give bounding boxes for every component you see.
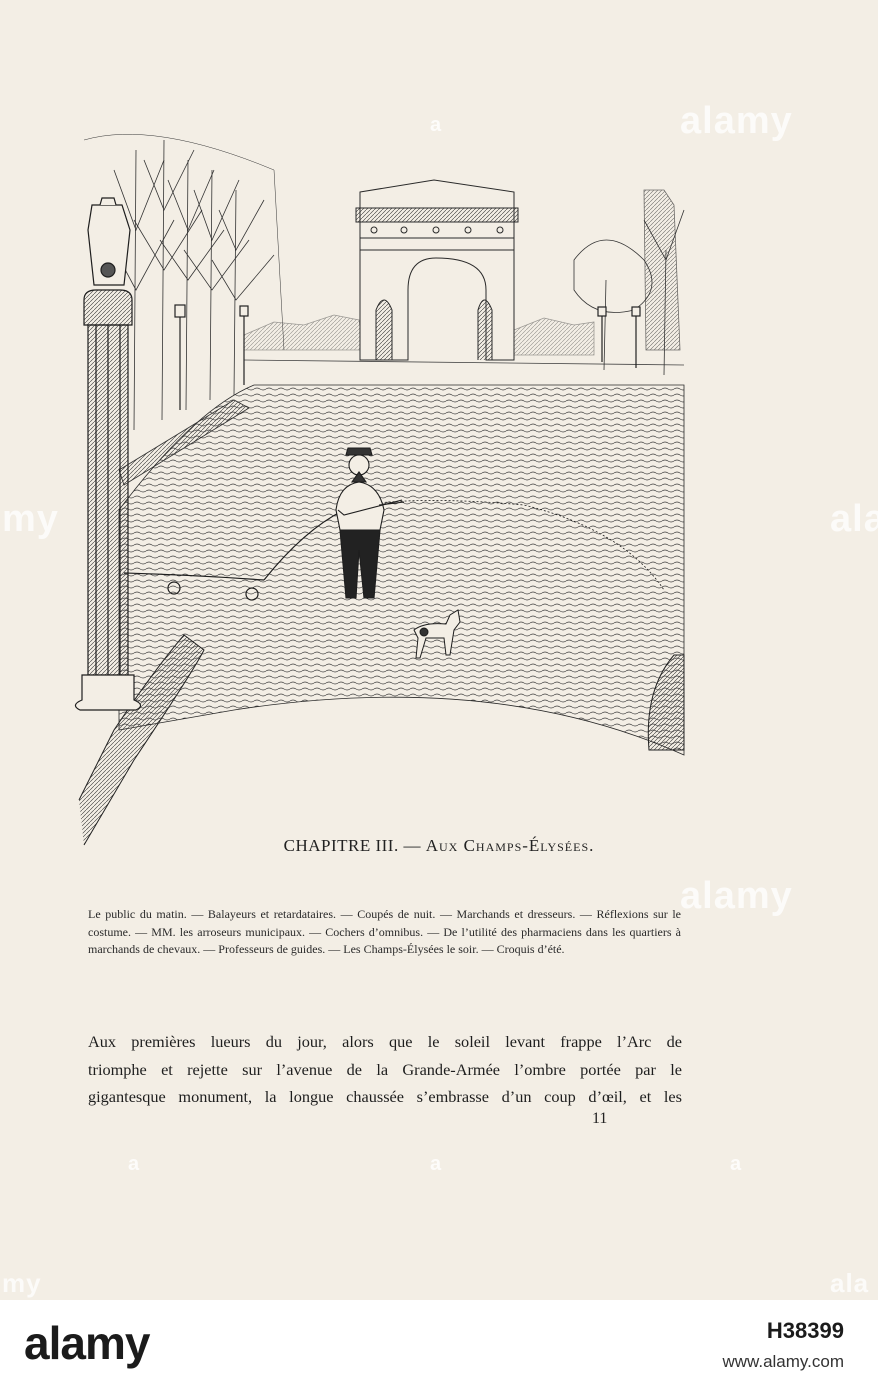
watermark-partial-right: ala [830, 498, 886, 540]
stock-footer [0, 1300, 878, 1390]
chapter-summary: Le public du matin. — Balayeurs et retardataires. — Coupés de nuit. — Marchands et dresseurs. — Réflexions sur le costume. — MM. les arroseurs municipaux. — Cochers d’omnibus. — De l’utilité des pharmaciens dans les quartiers à marchands de chevaux. — Professeurs de guides. — Les Champs-Élysées le soir. — Croquis d’été. [88, 907, 681, 956]
chapter-name: Aux Champs-Élysées. [425, 836, 595, 855]
footer-url: www.alamy.com [722, 1352, 844, 1371]
watermark-mark: a [128, 1153, 140, 1175]
alamy-logo: alamy [24, 1317, 150, 1369]
watermark: alamy [680, 875, 793, 917]
body-line: Aux premières lueurs du jour, alors que le soleil levant frappe l’Arc de [88, 1032, 682, 1051]
page-number: 11 [592, 1110, 608, 1127]
watermark-mark: a [430, 114, 442, 136]
distant-buildings [244, 315, 684, 365]
watermark-mark: a [430, 1153, 442, 1175]
road [119, 385, 684, 755]
engraving-illustration [74, 110, 690, 845]
watermark-partial-left: my [2, 498, 59, 540]
watermark-mark: a [730, 1153, 742, 1175]
body-paragraph [88, 1028, 682, 1111]
image-id: H38399 [766, 1318, 844, 1343]
watermark-partial-left: my [2, 1268, 42, 1298]
watermark-partial-right: ala [830, 1268, 870, 1298]
chapter-number: CHAPITRE III. — [283, 836, 421, 855]
chapter-title [0, 836, 878, 856]
body-line: gigantesque monument, la longue chaussée s’embrasse d’un coup d’œil, et les [88, 1087, 682, 1106]
body-line: triomphe et rejette sur l’avenue de la Grande-Armée l’ombre portée par le [88, 1059, 682, 1079]
arc-de-triomphe [356, 180, 518, 360]
watermark: alamy [680, 100, 793, 142]
